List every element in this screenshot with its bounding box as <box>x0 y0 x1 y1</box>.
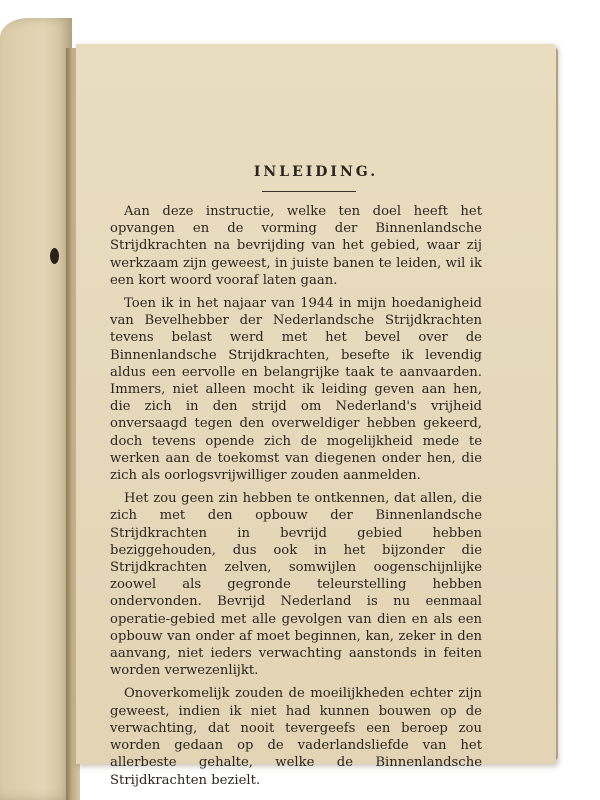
paragraph-3: Het zou geen zin hebben te ontkennen, dat allen, die zich met den opbouw der Binnenlandsche Strijdkrachten in bevrijd gebied hebben beziggehouden, dus ook in het bijzonder die Strijdkrachten zelven, somwijlen oogenschijnlijke zoowel als gegronde teleurstelling hebben ondervonden. Bevrijd Nederland is nu eenmaal operatie-gebied met alle gevolgen van dien en als een opbouw van onder af moet beginnen, kan, zeker in den aanvang, niet ieders verwachting aanstonds in feiten worden verwezenlijkt. <box>110 491 482 679</box>
binding-hole <box>50 248 59 264</box>
paragraph-1: Aan deze instructie, welke ten doel heeft het opvangen en de vorming der Binnenlandsche Strijdkrachten na bevrijding van het gebied, waar zij werkzaam zijn geweest, in juiste banen te leiden, wil ik een kort woord vooraf laten gaan. <box>110 204 482 288</box>
left-page <box>0 18 72 800</box>
paragraph-4: Onoverkomelijk zouden de moeilijkheden echter zijn geweest, indien ik niet had kunnen bouwen op de verwachting, dat nooit tevergeefs een beroep zou worden gedaan op de vaderlandsliefde van het allerbeste gehalte, welke de Binnenlandsche Strijdkrachten bezielt. <box>110 686 482 788</box>
page-title: INLEIDING. <box>253 164 379 180</box>
paragraph-2: Toen ik in het najaar van 1944 in mijn hoedanigheid van Bevelhebber der Nederlandsche Strijdkrachten tevens belast werd met het bevel over de Binnenlandsche Strijdkrachten, besefte ik levendig aldus een eervolle en belangrijke taak te aanvaarden. Immers, niet alleen mocht ik leiding geven aan hen, die zich in den strijd om Nederland's vrijheid onversaagd tegen den overweldiger hebben gekeerd, doch tevens opende zich de mogelijkheid mede te werken aan de toekomst van diegenen onder hen, die zich als oorlogsvrijwilliger zouden aanmelden. <box>110 296 482 484</box>
body-text <box>110 203 482 795</box>
title-underline <box>262 191 356 192</box>
